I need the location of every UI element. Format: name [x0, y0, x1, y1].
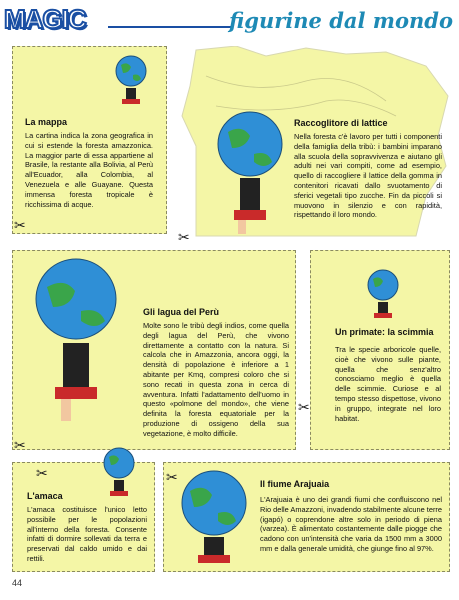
card-title: Gli lagua del Perù — [143, 307, 220, 317]
globe-mascot-icon — [101, 447, 137, 499]
header-rule — [108, 26, 232, 28]
brand-logo: MAGIC — [4, 4, 86, 34]
card-title: La mappa — [25, 117, 68, 127]
card-title: L'amaca — [27, 491, 63, 501]
card-la-mappa — [12, 46, 167, 234]
card-text: L'amaca costituisce l'unico letto possibile per le popolazioni all'interno della foresta. Consente infatti di dormire sollevati da terra e preservati dal caldo umido e dai rettili. — [27, 505, 147, 563]
card-text: Nella foresta c'è lavoro per tutti i componenti della famiglia della tribù: i bambini imparano alla scuola della sopravvivenza e aiutano gli adulti nei vari compiti, come ad esempio, quello di raccogliere il lattice della gomma in contenitori ricavati dallo svuotamento di sferici vegetali tipo zucche. Fin da piccoli si muovono in silenzio e con rapidità, rispettando il loro mondo. — [294, 132, 442, 220]
scissors-icon: ✂ — [14, 217, 26, 233]
card-primate — [310, 250, 450, 450]
globe-mascot-icon — [174, 469, 254, 569]
card-amaca — [12, 462, 155, 572]
scissors-icon: ✂ — [36, 465, 48, 481]
card-title: Il fiume Arajuaia — [260, 479, 330, 489]
scissors-icon: ✂ — [14, 437, 26, 453]
card-title: Un primate: la scimmia — [335, 327, 434, 337]
section-title: figurine dal mondo — [229, 8, 453, 33]
card-title: Raccoglitore di lattice — [294, 118, 388, 128]
globe-mascot-icon — [214, 110, 286, 238]
globe-mascot-icon — [365, 269, 401, 321]
scissors-icon: ✂ — [298, 399, 310, 415]
globe-mascot-icon — [113, 55, 149, 109]
card-text: Tra le specie arboricole quelle, cioè che vivono sulle piante, quella che senz'altro conosciamo meglio è quella delle scimmie. Curiose e al tempo stesso dispettose, vivono in gruppo, integrate nel loro habitat. — [335, 345, 441, 423]
scissors-icon: ✂ — [166, 469, 178, 485]
scissors-icon: ✂ — [178, 229, 190, 245]
page-header — [0, 0, 459, 44]
card-lagua — [12, 250, 296, 453]
globe-mascot-icon — [31, 257, 121, 437]
card-fiume — [163, 462, 450, 572]
page-number: 44 — [12, 578, 23, 588]
card-text: L'Arajuaia è uno dei grandi fiumi che confluiscono nel Rio delle Amazzoni, invadendo stabilmente alcune terre (igapó) o coprendone altre solo in periodo di piena (varzea). È alimentato costantemente dalle piogge che cadono con un'intensità che varia da 1500 mm a 3000 mm e dalla generale umidità, che giunge fino al 97%. — [260, 495, 442, 553]
card-text: Molte sono le tribù degli indios, come quella degli lagua del Perù, che vivono direttamente a contatto con la natura. Si calcola che in Amazzonia, ancora oggi, la densità di popolazione è inferiore a 1 abitante per Kmq, compresi coloro che si sono recati in questa zona in cerca di avventura. Infatti l'adattamento dell'uomo in questo «polmone del mondo», che viene definita la foresta equatoriale per la produzione di ossigeno della sua vegetazione, è molto difficile. — [143, 321, 289, 438]
card-raccoglitore — [196, 100, 450, 250]
card-text: La cartina indica la zona geografica in cui si estende la foresta amazzonica. La maggior parte di essa appartiene al Brasile, la restante alla Bolivia, al Perù all'Ecuador, alla Colombia, al Venezuela e alle Guayane. Questa immensa foresta tropicale è ricchissima di acque. — [25, 131, 153, 209]
